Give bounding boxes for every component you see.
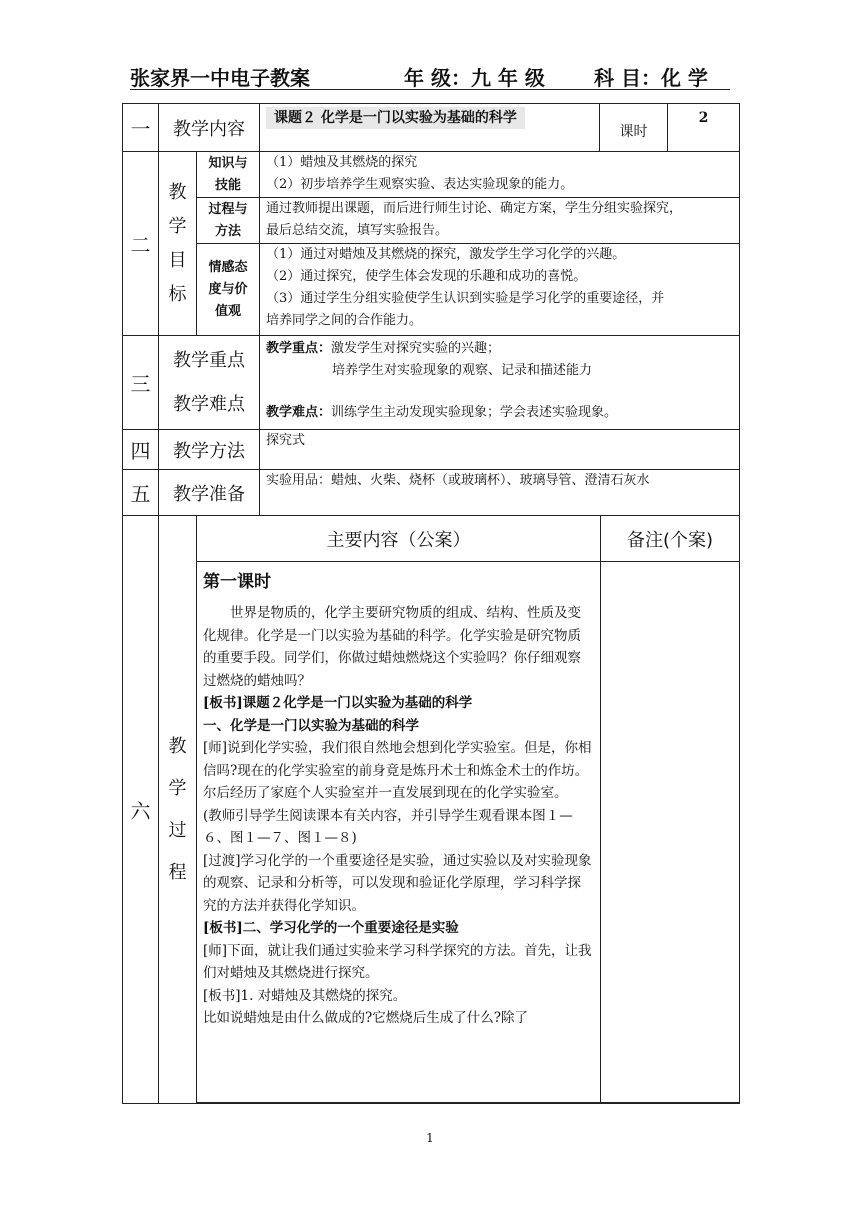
key-title: 教学重点： xyxy=(266,341,332,356)
key-line-1 xyxy=(266,338,733,360)
main-content xyxy=(197,562,601,1103)
process-content-area xyxy=(197,516,740,1104)
difficulty-text: 训练学生主动发现实验现象；学会表述实验现象。 xyxy=(331,405,618,420)
text-line: （2）通过探究，使学生体会发现的乐趣和成功的喜悦。 xyxy=(266,269,587,284)
process-label xyxy=(197,198,260,244)
objectives-char: 教 xyxy=(168,181,187,203)
text-line: （3）通过学生分组实验使学生认识到实验是学习化学的重要途径，并 xyxy=(266,291,665,306)
row-objectives-knowledge xyxy=(123,152,740,198)
text-line: 最后总结交流，填写实验报告。 xyxy=(266,223,449,238)
label-line: 过程与 xyxy=(208,201,248,217)
process-inner-table xyxy=(196,515,740,1103)
label-line: 技能 xyxy=(214,177,241,193)
content-paragraph: [板书]二、学习化学的一个重要途径是实验 xyxy=(203,920,459,936)
text-line: 培养同学之间的合作能力。 xyxy=(266,313,423,328)
period-value: 2 xyxy=(668,104,740,152)
period-label: 课时 xyxy=(600,104,668,152)
text-line: （2）初步培养学生观察实验、表达实验现象的能力。 xyxy=(266,177,574,192)
process-char: 程 xyxy=(168,861,187,883)
text-line: （1）蜡烛及其燃烧的探究 xyxy=(266,155,418,170)
label-line: 方法 xyxy=(214,223,241,239)
knowledge-label xyxy=(197,152,260,198)
knowledge-text xyxy=(260,152,740,198)
content-paragraph: [板书]课题２化学是一门以实验为基础的科学 xyxy=(203,695,473,711)
process-char: 教 xyxy=(168,735,187,757)
topic-title: 课题２ 化学是一门以实验为基础的科学 xyxy=(266,107,525,129)
row-key-points xyxy=(123,336,740,430)
notes-content xyxy=(601,562,740,1103)
objectives-label xyxy=(159,152,197,336)
label-line: 情感态 xyxy=(208,259,248,275)
preparation-text: 实验用品：蜡烛、火柴、烧杯（或玻璃杯）、玻璃导管、澄清石灰水 xyxy=(260,470,740,516)
key-difficulty-label xyxy=(159,336,260,430)
page-header xyxy=(130,62,730,92)
key-difficulty-text xyxy=(260,336,740,430)
section-label: 教学内容 xyxy=(159,104,260,152)
school-title: 张家界一中电子教案 xyxy=(130,66,310,90)
section-number: 二 xyxy=(123,152,159,336)
notes-header: 备注(个案) xyxy=(601,516,740,562)
lesson-plan-table xyxy=(122,103,740,1104)
emotion-text xyxy=(260,244,740,336)
subject-label: 科 目：化 学 xyxy=(594,66,708,90)
process-body-row xyxy=(197,562,740,1103)
key-line-2: 培养学生对实验现象的观察、记录和描述能力 xyxy=(332,363,593,378)
difficulty-label: 教学难点 xyxy=(173,393,245,415)
label-line: 值观 xyxy=(214,303,241,319)
row-teaching-process xyxy=(123,516,740,1104)
content-paragraph: 世界是物质的，化学主要研究物质的组成、结构、性质及变化规律。化学是一门以实验为基础的科学。化学实验是研究物质的重要手段。同学们，你做过蜡烛燃烧这个实验吗？你仔细观察过燃烧的蜡烛吗？ xyxy=(203,605,581,689)
difficulty-title: 教学难点： xyxy=(266,405,332,420)
row-teaching-content xyxy=(123,104,740,152)
section-number: 六 xyxy=(123,516,159,1104)
content-paragraph: 比如说蜡烛是由什么做成的?它燃烧后生成了什么?除了 xyxy=(203,1010,528,1026)
section-number: 一 xyxy=(123,104,159,152)
section-number: 四 xyxy=(123,430,159,470)
content-paragraph: [过渡]学习化学的一个重要途径是实验，通过实验以及对实验现象的观察、记录和分析等，可以发现和验证化学原理，学习科学探究的方法并获得化学知识。 xyxy=(203,852,592,914)
key-points-label: 教学重点 xyxy=(173,349,245,371)
difficulty-line xyxy=(266,402,733,424)
preparation-label: 教学准备 xyxy=(159,470,260,516)
row-teaching-method xyxy=(123,430,740,470)
section-number: 五 xyxy=(123,470,159,516)
row-objectives-process xyxy=(123,198,740,244)
emotion-label xyxy=(197,244,260,336)
text-line: （1）通过对蜡烛及其燃烧的探究，激发学生学习化学的兴趣。 xyxy=(266,247,626,262)
objectives-char: 目 xyxy=(168,249,187,271)
paragraph-list xyxy=(203,602,594,1030)
page-number: 1 xyxy=(426,1131,434,1145)
row-preparation xyxy=(123,470,740,516)
method-text: 探究式 xyxy=(260,430,740,470)
content-paragraph: [板书]1. 对蜡烛及其燃烧的探究。 xyxy=(203,987,407,1004)
objectives-char: 学 xyxy=(168,215,187,237)
lesson-title: 第一课时 xyxy=(203,572,271,592)
content-paragraph: [师]下面，就让我们通过实验来学习科学探究的方法。首先，让我们对蜡烛及其燃烧进行探究。 xyxy=(203,942,592,981)
label-line: 度与价 xyxy=(208,281,248,297)
process-vertical-label xyxy=(159,516,197,1104)
process-char: 过 xyxy=(168,819,187,841)
label-line: 知识与 xyxy=(208,155,248,171)
key-text: 激发学生对探究实验的兴趣； xyxy=(331,341,501,356)
section-number: 三 xyxy=(123,336,159,430)
content-paragraph: [师]说到化学实验，我们很自然地会想到化学实验室。但是，你相信吗?现在的化学实验室的前身竟是炼丹术士和炼金术士的作坊。尔后经历了家庭个人实验室并一直发展到现在的化学实验室。 xyxy=(203,740,592,801)
main-content-header: 主要内容（公案） xyxy=(197,516,601,562)
text-line: 通过教师提出课题，而后进行师生讨论、确定方案，学生分组实验探究， xyxy=(266,201,683,216)
objectives-char: 标 xyxy=(168,283,187,305)
process-char: 学 xyxy=(168,777,187,799)
topic-cell xyxy=(260,104,600,152)
header-rule xyxy=(130,89,730,90)
content-paragraph: 一、化学是一门以实验为基础的科学 xyxy=(203,717,419,734)
row-objectives-emotion xyxy=(123,244,740,336)
content-paragraph: (教师引导学生阅读课本有关内容，并引导学生观看课本图１—６、图１—７、图１—８) xyxy=(203,807,573,846)
process-text xyxy=(260,198,740,244)
method-label: 教学方法 xyxy=(159,430,260,470)
grade-label: 年 级：九 年 级 xyxy=(404,66,545,90)
process-header-row xyxy=(197,516,740,562)
